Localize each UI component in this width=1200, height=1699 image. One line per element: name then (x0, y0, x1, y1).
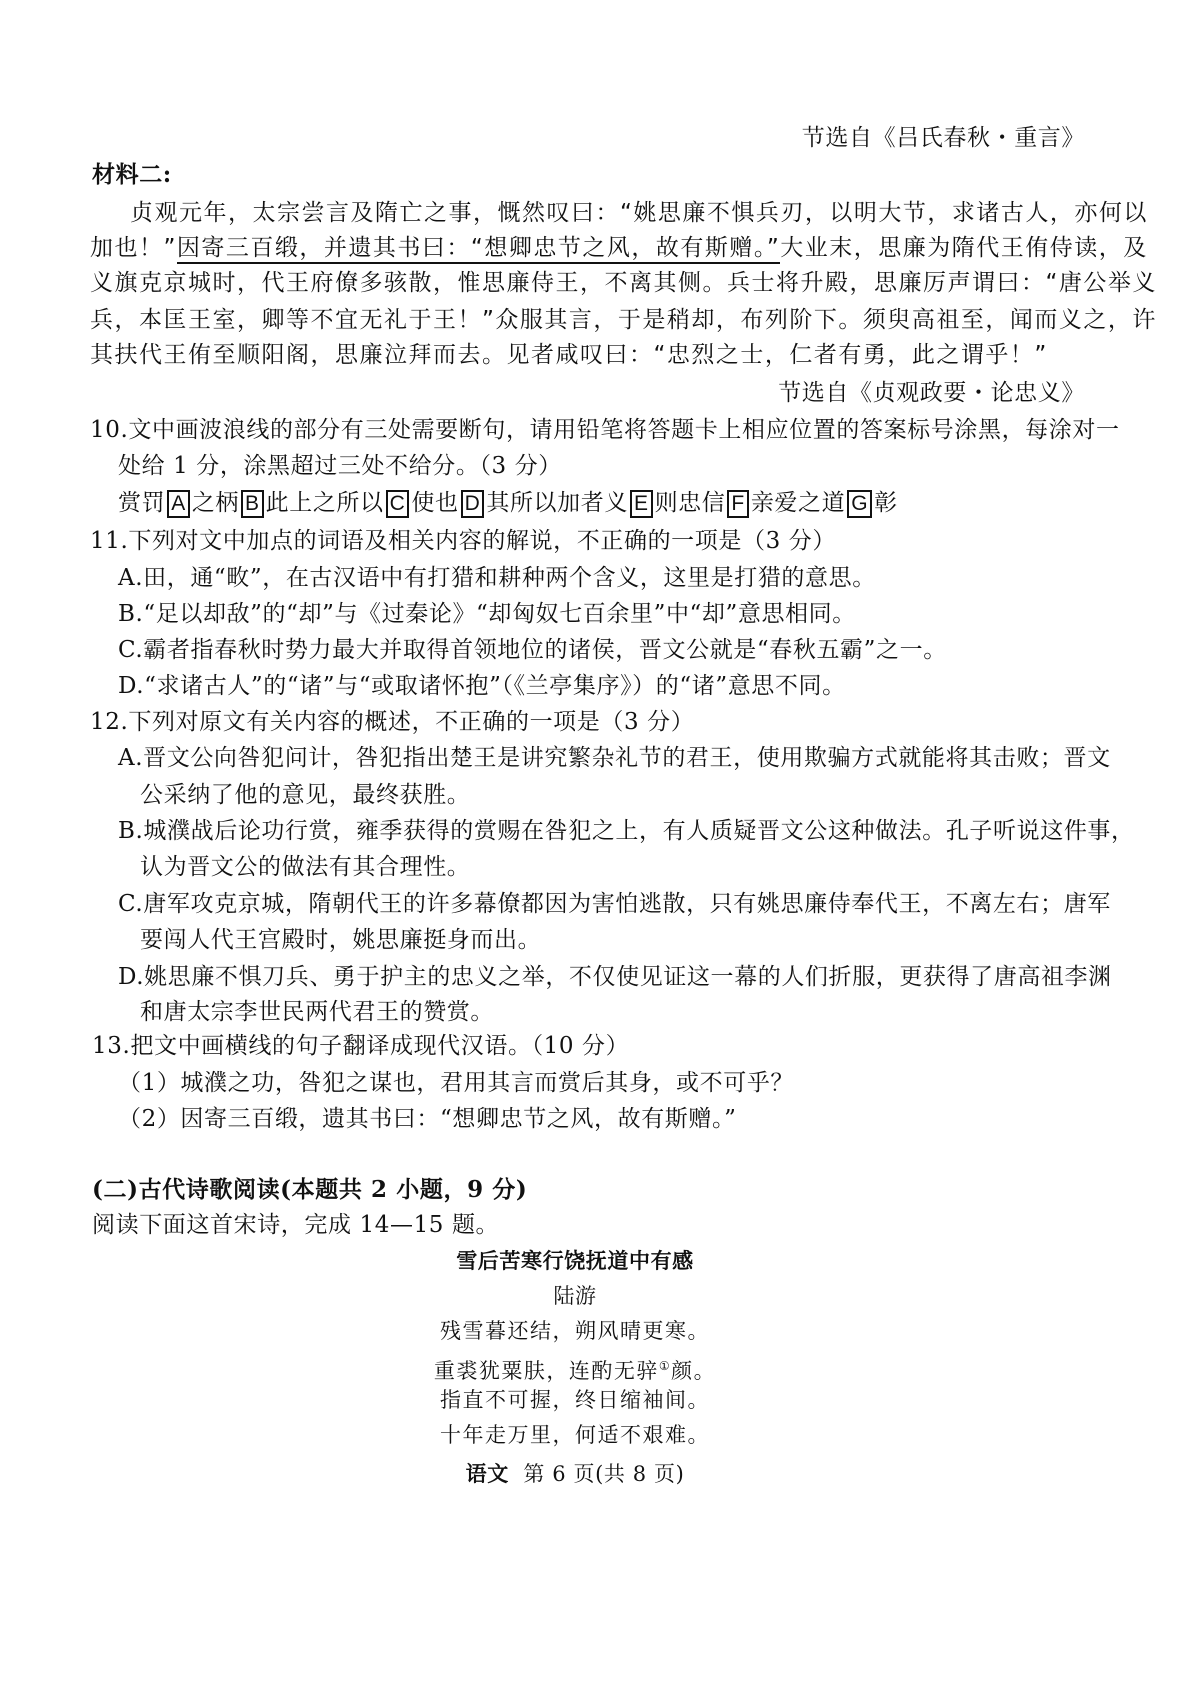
poem-line-3: 指直不可握，终日缩袖间。 (440, 1388, 710, 1412)
section-heading-poetry: (二)古代诗歌阅读(本题共 2 小题，9 分) (92, 1176, 528, 1203)
q11-option-a: A.田，通“畋”，在古汉语中有打猎和耕种两个含义，这里是打猎的意思。 (118, 565, 876, 591)
segment: 彰 (874, 490, 898, 516)
material2-line-1: 贞观元年，太宗尝言及隋亡之事，慨然叹曰：“姚思廉不惧兵刃，以明大节，求诸古人，亦何以 (130, 200, 1148, 226)
q11-option-c: C.霸者指春秋时势力最大并取得首领地位的诸侯，晋文公就是“春秋五霸”之一。 (118, 637, 947, 663)
footer-subject: 语文 (465, 1461, 509, 1486)
poem-line-4: 十年走万里，何适不艰难。 (440, 1423, 710, 1447)
q12-option-c-1: C.唐军攻克京城，隋朝代王的许多幕僚都因为害怕逃散，只有姚思廉侍奉代王，不离左右；唐军 (118, 891, 1111, 917)
q10-stem-2: 处给 1 分，涂黑超过三处不给分。（3 分） (118, 453, 562, 479)
source-citation-1: 节选自《吕氏春秋・重言》 (801, 125, 1085, 151)
material2-line-5: 其扶代王侑至顺阳阁，思廉泣拜而去。见者咸叹曰：“忠烈之士，仁者有勇，此之谓乎！” (90, 342, 1048, 368)
poem-author: 陆游 (553, 1284, 597, 1308)
source-citation-2: 节选自《贞观政要・论忠义》 (778, 380, 1085, 406)
poem-line-2 (0, 1351, 1150, 1386)
q13-stem: 13.把文中画横线的句子翻译成现代汉语。（10 分） (92, 1033, 630, 1059)
answer-box-a[interactable]: A (167, 490, 190, 518)
q10-segmented-text (118, 488, 898, 518)
footer-page-number: 第 6 页(共 8 页) (523, 1462, 685, 1486)
segment: 此上之所以 (265, 490, 384, 516)
q11-option-d: D.“求诸古人”的“诸”与“或取诸怀抱”（《兰亭集序》）的“诸”意思不同。 (118, 673, 846, 699)
material2-line-3: 义旗克京城时，代王府僚多骇散，惟思廉侍王，不离其侧。兵士将升殿，思廉厉声谓曰：“唐公举义 (90, 270, 1157, 296)
q12-option-b-1: B.城濮战后论功行赏，雍季获得的赏赐在咎犯之上，有人质疑晋文公这种做法。孔子听说这件事， (118, 818, 1135, 844)
q13-sentence-2: （2）因寄三百缎，遗其书曰：“想卿忠节之风，故有斯赠。” (118, 1106, 737, 1132)
poem-title: 雪后苦寒行饶抚道中有感 (456, 1248, 694, 1273)
answer-box-g[interactable]: G (847, 490, 872, 518)
segment: 赏罚 (118, 490, 166, 516)
q11-stem: 11.下列对文中加点的词语及相关内容的解说，不正确的一项是（3 分） (90, 528, 836, 554)
material2-label: 材料二: (92, 161, 172, 188)
segment: 之柄 (191, 490, 240, 516)
segment: 使也 (411, 490, 459, 516)
material2-line-2-pre: 加也！” (90, 235, 177, 261)
segment: 其所以加者义 (486, 490, 628, 516)
q12-option-a-1: A.晋文公向咎犯问计，咎犯指出楚王是讲究繁杂礼节的君王，使用欺骗方式就能将其击败；晋文 (118, 745, 1111, 771)
poem-line-2-pre: 重裘犹粟肤，连酌无骍 (433, 1359, 659, 1383)
material2-line-4: 兵，本匡王室，卿等不宜无礼于王！”众服其言，于是稍却，布列阶下。须臾高祖至，闻而义之，许 (90, 307, 1157, 333)
q12-option-d-2: 和唐太宗李世民两代君王的赞赏。 (140, 999, 494, 1025)
q12-option-c-2: 要闯人代王宫殿时，姚思廉挺身而出。 (140, 927, 542, 953)
answer-box-f[interactable]: F (727, 490, 748, 518)
answer-box-c[interactable]: C (386, 490, 410, 518)
segment: 则忠信 (654, 490, 726, 516)
q13-sentence-1: （1）城濮之功，咎犯之谋也，君用其言而赏后其身，或不可乎？ (118, 1070, 795, 1096)
material2-line-2-post: 大业末，思廉为隋代王侑侍读，及 (780, 235, 1148, 261)
q12-option-b-2: 认为晋文公的做法有其合理性。 (140, 854, 471, 880)
segment: 亲爱之道 (750, 490, 846, 516)
q12-option-d-1: D.姚思廉不惧刀兵、勇于护主的忠义之举，不仅使见证这一幕的人们折服，更获得了唐高祖李渊 (118, 964, 1112, 990)
q11-option-b: B.“足以却敌”的“却”与《过秦论》“却匈奴七百余里”中“却”意思相同。 (118, 601, 856, 627)
page-footer (0, 1459, 1150, 1489)
answer-box-d[interactable]: D (461, 490, 485, 518)
poem-line-2-post: 颜。 (671, 1359, 717, 1383)
q12-option-a-2: 公采纳了他的意见，最终获胜。 (140, 782, 471, 808)
footnote-marker: ① (658, 1359, 672, 1373)
poetry-intro: 阅读下面这首宋诗，完成 14—15 题。 (92, 1212, 500, 1238)
material2-line-2 (90, 233, 1148, 263)
underlined-sentence: 因寄三百缎，并遗其书曰：“想卿忠节之风，故有斯赠。” (177, 235, 780, 264)
answer-box-b[interactable]: B (241, 490, 264, 518)
q12-stem: 12.下列对原文有关内容的概述，不正确的一项是（3 分） (90, 709, 695, 735)
answer-box-e[interactable]: E (630, 490, 653, 518)
q10-stem-1: 10.文中画波浪线的部分有三处需要断句，请用铅笔将答题卡上相应位置的答案标号涂黑，每涂对一 (90, 417, 1120, 443)
poem-line-1: 残雪暮还结，朔风晴更寒。 (440, 1319, 710, 1343)
